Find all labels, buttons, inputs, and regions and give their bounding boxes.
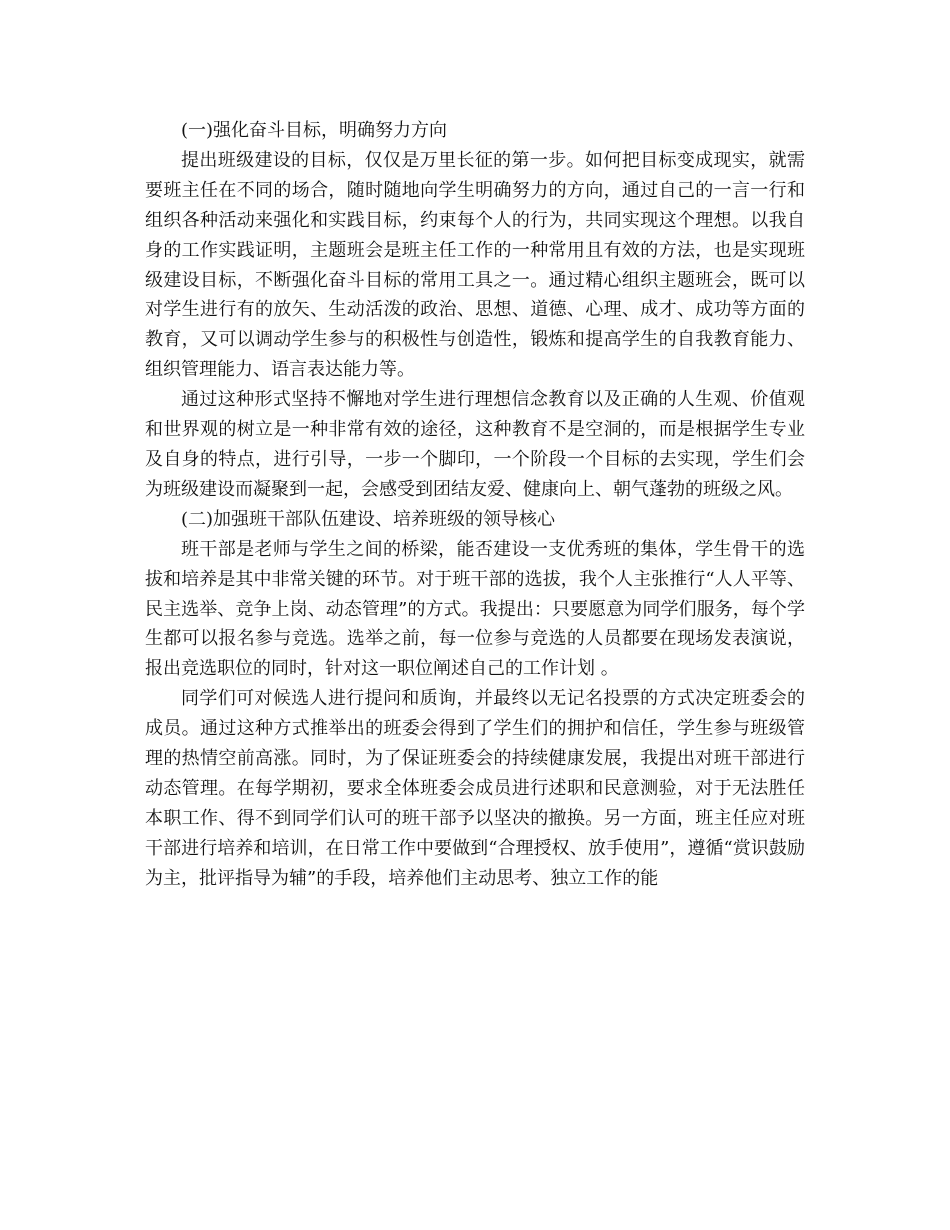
document-body — [145, 116, 805, 894]
paragraph: 通过这种形式坚持不懈地对学生进行理想信念教育以及正确的人生观、价值观和世界观的树立是一种非常有效的途径，这种教育不是空洞的，而是根据学生专业及自身的特点，进行引导，一步一个脚印，一个阶段一个目标的去实现，学生们会为班级建设而凝聚到一起，会感受到团结友爱、健康向上、朝气蓬勃的班级之风。 — [145, 389, 805, 500]
paragraph: 提出班级建设的目标，仅仅是万里长征的第一步。如何把目标变成现实，就需要班主任在不同的场合，随时随地向学生明确努力的方向，通过自己的一言一行和组织各种活动来强化和实践目标，约束每个人的行为，共同实现这个理想。以我自身的工作实践证明，主题班会是班主任工作的一种常用且有效的方法，也是实现班级建设目标，不断强化奋斗目标的常用工具之一。通过精心组织主题班会，既可以对学生进行有的放矢、生动活泼的政治、思想、道德、心理、成才、成功等方面的教育，又可以调动学生参与的积极性与创造性，锻炼和提高学生的自我教育能力、组织管理能力、语言表达能力等。 — [145, 149, 805, 381]
section-class-leaders — [145, 505, 805, 894]
section-goals — [145, 116, 805, 505]
paragraph: 班干部是老师与学生之间的桥梁，能否建设一支优秀班的集体，学生骨干的选拔和培养是其中非常关键的环节。对于班干部的选拔，我个人主张推行“人人平等、民主选举、竞争上岗、动态管理”的方式。我提出：只要愿意为同学们服务，每个学生都可以报名参与竞选。选举之前，每一位参与竞选的人员都要在现场发表演说，报出竞选职位的同时，针对这一职位阐述自己的工作计划 。 — [145, 538, 805, 680]
section-heading: (一)强化奋斗目标，明确努力方向 — [181, 120, 448, 141]
section-heading: (二)加强班干部队伍建设、培养班级的领导核心 — [181, 508, 556, 530]
paragraph: 同学们可对候选人进行提问和质询，并最终以无记名投票的方式决定班委会的成员。通过这种方式推举出的班委会得到了学生们的拥护和信任，学生参与班级管理的热情空前高涨。同时，为了保证班委会的持续健康发展，我提出对班干部进行动态管理。在每学期初，要求全体班委会成员进行述职和民意测验，对于无法胜任本职工作、得不到同学们认可的班干部予以坚决的撤换。另一方面，班主任应对班干部进行培养和培训，在日常工作中要做到“合理授权、放手使用”，遵循“赏识鼓励为主，批评指导为辅”的手段，培养他们主动思考、独立工作的能 — [145, 688, 805, 889]
